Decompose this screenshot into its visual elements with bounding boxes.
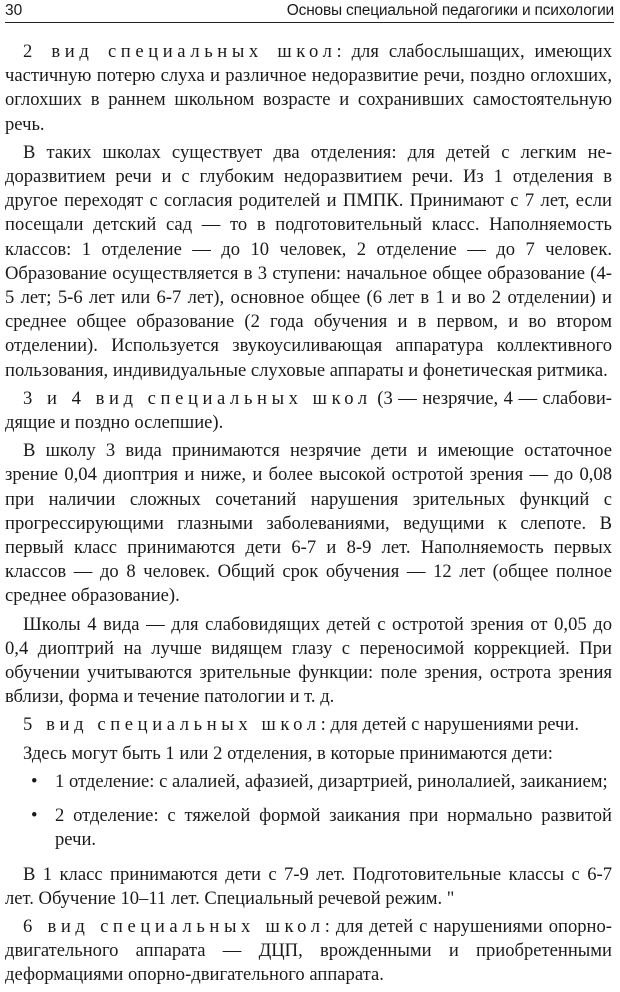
paragraph-departments: В таких школах существует два отделения: для детей с легким недоразвитием речи и с глубоким недоразвитием речи. Из 1 отделения в другое переходят с согласия родителей и ПМПК. Принимают с 7 лет, если посещали детский сад — то в подготовительный класс. Наполняемость классов: 1 отделение — до 10 человек, 2 отделение — до 7 человек. Образование осуществляется в 3 ступени: начальное общее образование (4-5 лет; 5-6 лет или 6-7 лет), основное общее (6 лет в 1 и во 2 отделении) и среднее общее образование (2 года обучения и в первом, и во втором отделении). Используется звукоусиливающая аппаратура коллективного пользования, индивидуальные слуховые аппараты и фонетическая ритмика. xyxy=(5,141,612,381)
paragraph-text: : для слабослышащих, имеющих частичную потерю слуха и различное недоразвитие речи, поздно оглохших, оглохших в раннем школьном возрасте и сохранивших самостоятельную речь. xyxy=(5,41,612,135)
departments-list xyxy=(5,770,612,853)
paragraph-school-type-5 xyxy=(5,713,612,737)
page-header xyxy=(5,2,614,23)
list-item-text: 1 отделение: с алалией, афазией, дизартрией, ринолалией, заиканием; xyxy=(55,770,608,792)
page-body xyxy=(5,40,612,992)
paragraph-type-4: Школы 4 вида — для слабовидящих детей с остротой зрения от 0,05 до 0,4 диоптрий на лучше видящем глазу с переносимой коррекцией. При обучении учитываются зрительные функции: поле зрения, острота зрения вблизи, форма и течение патологии и т. д. xyxy=(5,613,612,708)
paragraph-departments-intro: Здесь могут быть 1 или 2 отделения, в которые принимаются дети: xyxy=(23,742,553,764)
page-number: 30 xyxy=(5,2,23,19)
list-item-text: 2 отделение: с тяжелой формой заикания при нормально развитой речи. xyxy=(55,805,612,851)
paragraph-text: : для детей с нарушениями опорно-двигательного аппарата — ДЦП, врожденными и приобретенными деформациями опорно-двигательного аппарата. xyxy=(5,915,612,986)
school-type-heading: 6 вид специальных школ xyxy=(23,915,325,937)
list-item xyxy=(5,770,612,794)
paragraph-school-type-6 xyxy=(5,915,612,988)
bullet-icon: • xyxy=(31,770,38,792)
paragraph-type-5-admission: В 1 класс принимаются дети с 7-9 лет. Подготовительные классы с 6-7 лет. Обучение 10–11 лет. Специальный речевой режим. " xyxy=(5,863,612,909)
list-item xyxy=(5,804,612,852)
school-type-heading: 2 вид специальных школ xyxy=(23,41,337,62)
school-type-heading: 5 вид специальных школ xyxy=(23,714,321,736)
bullet-icon: • xyxy=(31,805,38,827)
paragraph-text: (3 — незрячие, 4 — слабовидящие и поздно ослепшие). xyxy=(5,387,612,434)
paragraph-type-3-admission: В школу 3 вида принимаются незрячие дети и имеющие остаточное зрение 0,04 диоптрия и ниже, и более высокой остротой зрения — до 0,08 при наличии сложных сочетаний нарушения зрительных функций с прогрессирующими глазными заболеваниями, ведущими к слепоте. В первый класс принимаются дети 6-7 и 8-9 лет. Наполняемость первых классов — до 8 человек. Общий срок обучения — 12 лет (общее полное среднее образование). xyxy=(5,440,612,607)
paragraph-text: : для детей с нарушениями речи. xyxy=(320,714,579,736)
paragraph-school-type-3-4 xyxy=(5,387,612,435)
paragraph-school-type-2 xyxy=(5,40,612,137)
school-type-heading: 3 и 4 вид специальных школ xyxy=(23,387,372,409)
running-title: Основы специальной педагогики и психологии xyxy=(286,2,614,19)
